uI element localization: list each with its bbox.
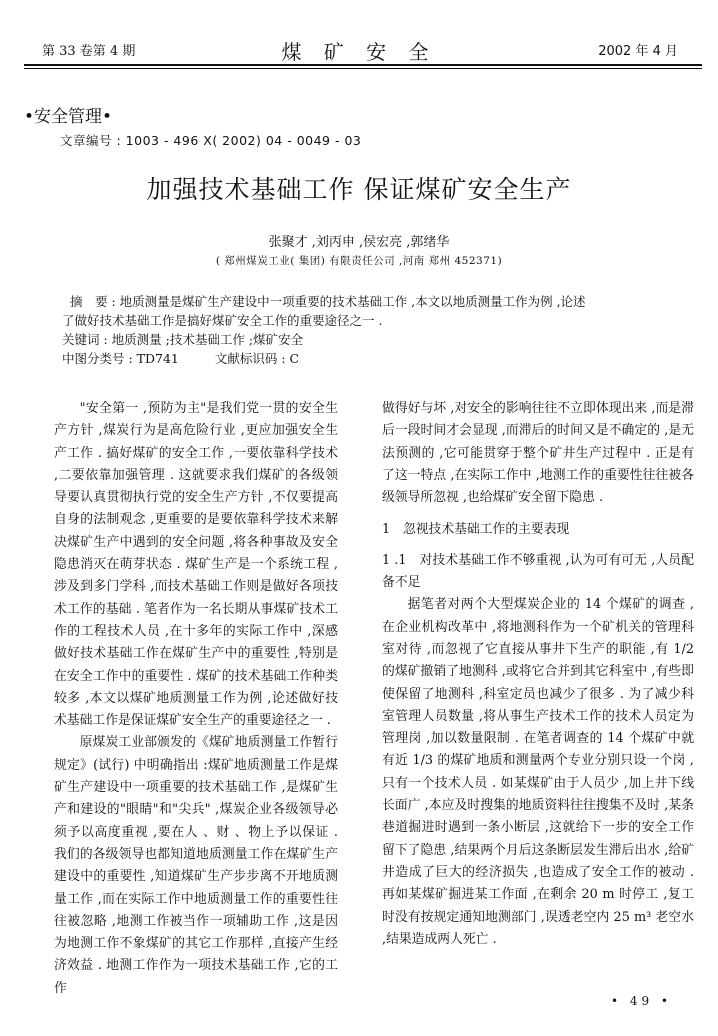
affiliation: ( 郑州煤炭工业( 集团) 有限责任公司 ,河南 郑州 452371) (215, 255, 503, 267)
classification-line (62, 349, 668, 368)
classification-number: 中图分类号 : TD741 (62, 351, 179, 366)
article-number: 文章编号 : 1003 - 496 X( 2002) 04 - 0049 - 03 (60, 133, 362, 148)
header-rule-thin (24, 68, 702, 69)
section-heading-1: 1 忽视技术基础工作的主要表现 (382, 522, 570, 538)
body-paragraph: 原煤炭工业部颁发的《煤矿地质测量工作暂行规定》(试行) 中明确指出 :煤矿地质测量工作是煤矿生产建设中一项重要的技术基础工作 ,是煤矿生产和建设的"眼睛"和"尖兵" ,煤炭企业各级领导必须予以高度重视 ,要在人 、财 、物上予以保证 . 我们的各级领导也都知道地质测量工作在煤矿生产建设中的重要性 ,知道煤矿生产步步离不开地质测量工作 ,而在实际工作中地质测量工作的重要性往往被忽略 ,地测工作被当作一项辅助工作 ,这是因为地测工作不象煤矿的其它工作那样 ,直接产生经济效益 . 地测工作作为一项技术基础工作 ,它的工作 (54, 735, 338, 996)
header-rule-thick (24, 64, 702, 66)
journal-date: 2002 年 4 月 (598, 44, 678, 59)
body-paragraph: 据笔者对两个大型煤炭企业的 14 个煤矿的调查 ,在企业机构改革中 ,将地测科作为一个矿机关的管理科室对待 ,而忽视了它直接从事井下生产的职能 ,有 1/2 的煤矿撤销了地测科 ,或将它合并到其它科室中 ,有些即使保留了地测科 ,科室定员也减少了很多 . 为了减少科室管理人员数量 ,将从事生产技术工作的技术人员定为管理岗 ,加以数量限制 . 在笔者调查的 14 个煤矿中就有近 1/3 的煤矿地质和测量两个专业分别只设一个岗 ,只有一个技术人员 . 如某煤矿由于人员少 ,加上井下线长面广 ,本应及时搜集的地质资料往往搜集不及时 ,某条巷道掘进时遇到一条小断层 ,这就给下一步的安全工作留下了隐患 ,结果两个月后这条断层发生滞后出水 ,给矿井造成了巨大的经济损失 ,也造成了安全工作的被动 . 再如某煤矿掘进某工作面 ,在剩余 20 m 时停工 ,复工时没有按规定通知地测部门 ,误透老空内 25 m³ 老空水 ,结果造成两人死亡 . (382, 597, 694, 947)
paper-title: 加强技术基础工作 保证煤矿安全生产 (146, 175, 572, 204)
abstract-block (62, 292, 668, 368)
document-code: 文献标识码 : C (214, 351, 300, 366)
right-column (382, 398, 694, 951)
body-paragraph: "安全第一 ,预防为主"是我们党一贯的安全生产方针 ,煤炭行为是高危险行业 ,更应加强安全生产工作 . 搞好煤矿的安全工作 ,一要依靠科学技术 ,二要依靠加强管理 . 这就要求我们煤矿的各级领导要认真贯彻执行党的安全生产方针 ,不仅要提高自身的法制观念 ,更重要的是要依靠科学技术来解决煤矿生产中遇到的安全问题 ,将各种事故及安全隐患消灭在萌芽状态 . 煤矿生产是一个系统工程 ,涉及到多门学科 ,而技术基础工作则是做好各项技术工作的基础 . 笔者作为一名长期从事煤矿技术工作的工程技术人员 ,在十多年的实际工作中 ,深感做好技术基础工作在煤矿生产中的重要性 ,特别是在安全工作中的重要性 . 煤矿的技术基础工作种类较多 ,本文以煤矿地质测量工作为例 ,论述做好技术基础工作是保证煤矿安全生产的重要途径之一 . (54, 401, 338, 729)
page-number: • 49 • (610, 994, 672, 1008)
subsection-heading-1-1: 1 .1 对技术基础工作不够重视 ,认为可有可无 ,人员配备不足 (382, 552, 694, 591)
keywords: 关键词 : 地质测量 ;技术基础工作 ;煤矿安全 (62, 332, 304, 347)
abstract-line-1: 摘 要 : 地质测量是煤矿生产建设中一项重要的技术基础工作 ,本文以地质测量工作为例 ,论述 (70, 294, 586, 309)
abstract-line-2: 了做好技术基础工作是搞好煤矿安全工作的重要途径之一 . (62, 313, 383, 328)
left-column (54, 398, 338, 1000)
authors: 张聚才 ,刘丙申 ,侯宏亮 ,郭绪华 (268, 235, 450, 250)
body-paragraph: 做得好与坏 ,对安全的影响往往不立即体现出来 ,而是滞后一段时间才会显现 ,而滞后的时间又是不确定的 ,是无法预测的 ,它可能贯穿于整个矿井生产过程中 . 正是有了这一特点 ,在实际工作中 ,地测工作的重要性往往被各级领导所忽视 ,也给煤矿安全留下隐患 . (382, 401, 694, 506)
section-label: •安全管理• (24, 107, 113, 127)
journal-name: 煤 矿 安 全 (281, 40, 437, 64)
journal-volume: 第 33 卷第 4 期 (42, 44, 136, 59)
